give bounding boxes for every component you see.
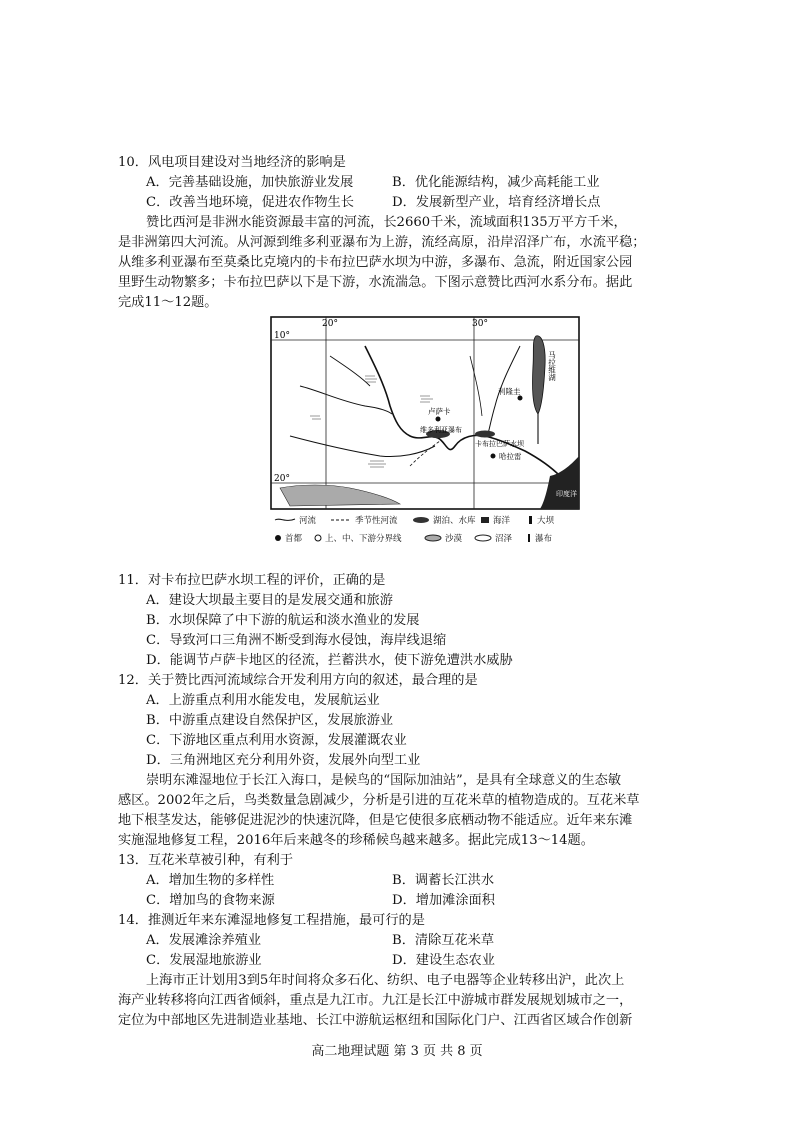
map-frame (271, 317, 579, 509)
passage-3-line: 海产业转移将向江西省倾斜，重点是九江市。九江是长江中游城市群发展规划城市之一， (118, 993, 633, 1008)
question-11-option-a: A．建设大坝最主要目的是发展交通和旅游 (146, 593, 393, 608)
question-12-option-c: C．下游地区重点利用水资源，发展灌溉农业 (146, 733, 407, 748)
question-14-option-c: C．发展湿地旅游业 (146, 953, 262, 968)
question-14-option-a: A．发展滩涂养殖业 (146, 933, 262, 948)
question-10-option-c: C．改善当地环境，促进农作物生长 (146, 195, 354, 210)
passage-2-line: 感区。2002年之后，鸟类数量急剧减少，分析是引进的互花米草的植物造成的。互花米草 (118, 793, 640, 808)
harare-capital (491, 454, 496, 459)
waterfall-symbol-icon (526, 533, 532, 543)
lat-label-10: 10° (274, 331, 290, 341)
map-legend (274, 514, 594, 550)
question-11-option-d: D．能调节卢萨卡地区的径流，拦蓄洪水，使下游免遭洪水威胁 (146, 653, 513, 668)
legend-dam: 大坝 (528, 514, 554, 526)
question-13-option-b: B．调蓄长江洪水 (392, 873, 495, 888)
label-kariba-dam: 卡布拉巴萨水坝 (475, 440, 524, 448)
passage-1-line: 完成11～12题。 (118, 295, 218, 310)
question-14-stem: 14．推测近年来东滩湿地修复工程措施，最可行的是 (118, 913, 425, 928)
question-12-stem: 12．关于赞比西河流域综合开发利用方向的叙述，最合理的是 (118, 673, 478, 688)
legend-capital: 首都 (274, 532, 302, 544)
label-victoria-falls: 维多利亚瀑布 (420, 426, 462, 434)
lon-label-30: 30° (472, 319, 488, 329)
passage-1-line: 从维多利亚瀑布至莫桑比克境内的卡布拉巴萨水坝为中游，多瀑布、急流，附近国家公园 (118, 255, 633, 270)
question-10-option-a: A．完善基础设施，加快旅游业发展 (146, 175, 354, 190)
legend-desert: 沙漠 (424, 532, 462, 544)
passage-2-line: 实施湿地修复工程，2016年后来越冬的珍稀候鸟越来越多。据此完成13～14题。 (118, 833, 594, 848)
zambezi-river-map (270, 316, 580, 510)
question-13-option-d: D．增加滩涂面积 (392, 893, 495, 908)
swamp-symbol-icon (474, 534, 492, 542)
question-10-stem: 10．风电项目建设对当地经济的影响是 (118, 155, 346, 170)
page-footer: 高二地理试题 第 3 页 共 8 页 (311, 1044, 483, 1059)
passage-1-line: 赞比西河是非洲水能资源最丰富的河流，长2660千米，流域面积135万平方千米， (146, 215, 627, 230)
desert-symbol-icon (424, 534, 442, 542)
legend-sea: 海洋 (480, 514, 510, 526)
label-lake-malawi: 马拉维湖 (547, 351, 557, 381)
label-lilongwe: 利隆圭 (498, 387, 521, 396)
passage-1-line: 是非洲第四大河流。从河源到维多利亚瀑布为上游，流经高原，沿岸沼泽广布，水流平稳； (118, 235, 646, 250)
capital-symbol-icon (274, 534, 282, 542)
question-10-option-b: B．优化能源结构，减少高耗能工业 (392, 175, 600, 190)
question-13-stem: 13．互花米草被引种，有利于 (118, 853, 294, 868)
question-12-option-d: D．三角洲地区充分利用外资，发展外向型工业 (146, 753, 421, 768)
map-svg (270, 316, 580, 510)
question-11-option-c: C．导致河口三角洲不断受到海水侵蚀，海岸线退缩 (146, 633, 447, 648)
question-14-option-d: D．建设生态农业 (392, 953, 495, 968)
legend-swamp: 沼泽 (474, 532, 512, 544)
label-ocean: 印度洋 (556, 490, 577, 498)
river-symbol-icon (274, 516, 296, 524)
lake-symbol-icon (412, 516, 430, 524)
passage-3-line: 定位为中部地区先进制造业基地、长江中游航运枢纽和国际化门户、江西省区域合作创新 (118, 1013, 633, 1028)
lilongwe-capital (518, 396, 523, 401)
legend-lake: 湖泊、水库 (412, 514, 476, 526)
question-13-option-a: A．增加生物的多样性 (146, 873, 275, 888)
legend-division: 上、中、下游分界线 (314, 532, 402, 544)
sea-symbol-icon (480, 516, 490, 524)
passage-1-line: 里野生动物繁多；卡布拉巴萨以下是下游，水流湍急。下图示意赞比西河水系分布。据此 (118, 275, 633, 290)
label-lusaka: 卢萨卡 (428, 407, 451, 416)
division-symbol-icon (314, 534, 322, 542)
question-11-stem: 11．对卡布拉巴萨水坝工程的评价，正确的是 (118, 573, 386, 588)
reservoir-cahora (475, 431, 495, 438)
legend-waterfall: 瀑布 (526, 532, 552, 544)
legend-river: 河流 (274, 514, 316, 526)
lusaka-capital (436, 417, 441, 422)
label-harare: 哈拉雷 (499, 452, 522, 461)
question-10-option-d: D．发展新型产业，培育经济增长点 (392, 195, 601, 210)
question-14-option-b: B．清除互花米草 (392, 933, 495, 948)
passage-2-line: 地下根茎发达，能够促进泥沙的快速沉降，但是它使很多底栖动物不能适应。近年来东滩 (118, 813, 633, 828)
question-11-option-b: B．水坝保障了中下游的航运和淡水渔业的发展 (146, 613, 420, 628)
legend-seasonal: 季节性河流 (330, 514, 398, 526)
question-12-option-a: A．上游重点利用水能发电，发展航运业 (146, 693, 380, 708)
seasonal-river-icon (330, 516, 352, 524)
passage-2-line: 崇明东滩湿地位于长江入海口，是候鸟的“国际加油站”，是具有全球意义的生态敏 (146, 773, 622, 788)
dam-symbol-icon (528, 515, 534, 525)
lon-label-20: 20° (322, 319, 338, 329)
passage-3-line: 上海市正计划用3到5年时间将众多石化、纺织、电子电器等企业转移出沪，此次上 (146, 973, 625, 988)
question-12-option-b: B．中游重点建设自然保护区，发展旅游业 (146, 713, 394, 728)
question-13-option-c: C．增加鸟的食物来源 (146, 893, 275, 908)
lat-label-20: 20° (274, 474, 290, 484)
